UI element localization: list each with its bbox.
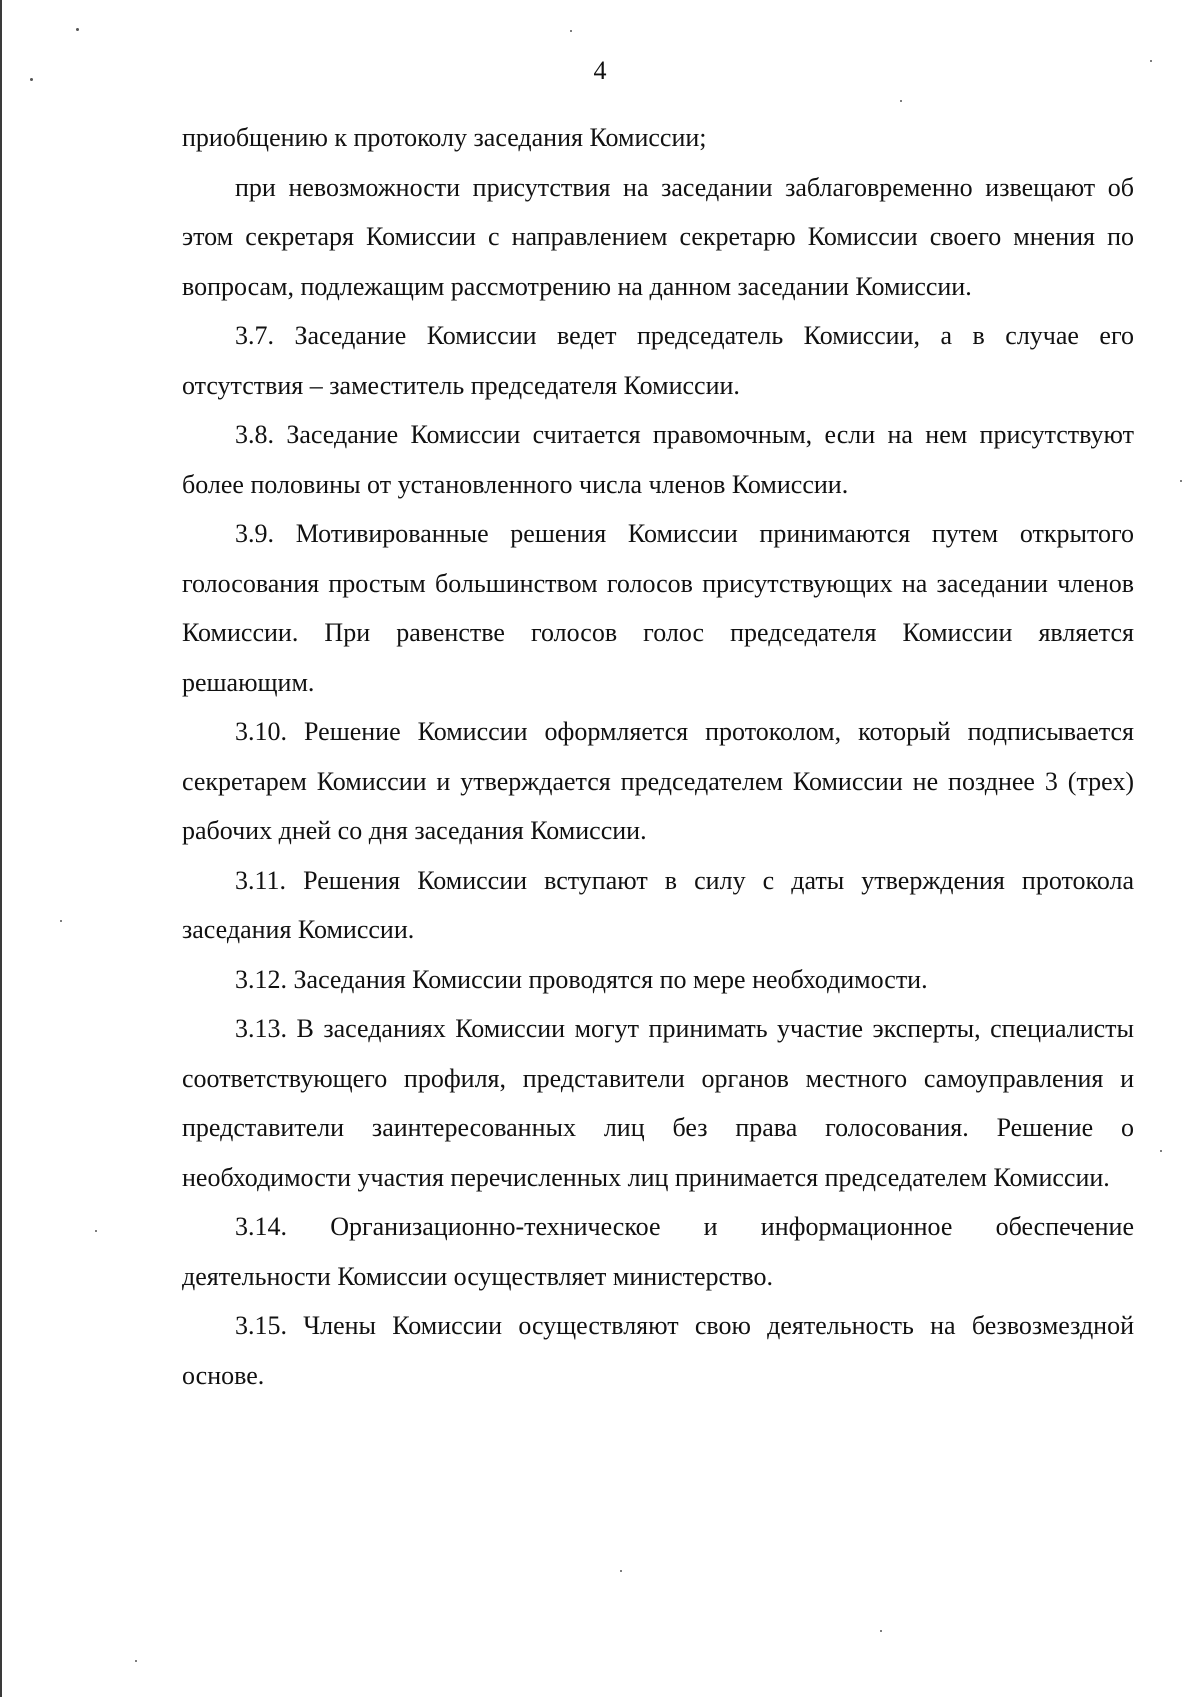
- paragraph-absence-notice: при невозможности присутствия на заседании заблаговременно извещают об этом секретаря Комиссии с направлением секретарю Комиссии своего мнения по вопросам, подлежащим рассмотрению на данном заседании Комиссии.: [182, 172, 1134, 301]
- paragraph-3-10: 3.10. Решение Комиссии оформляется протоколом, который подписывается секретарем Комиссии и утверждается председателем Комиссии не позднее 3 (трех) рабочих дней со дня заседания Комиссии.: [182, 717, 1134, 845]
- scan-speck: [1150, 60, 1152, 62]
- paragraph-3-13: 3.13. В заседаниях Комиссии могут принимать участие эксперты, специалисты соответствующего профиля, представители органов местного самоуправления и представители заинтересованных лиц без права голосования. Решение о необходимости участия перечисленных лиц принимается председателем Комиссии.: [182, 1014, 1134, 1192]
- page-edge-line: [0, 0, 2, 1697]
- scan-speck: [135, 1660, 137, 1662]
- scan-speck: [1160, 1150, 1162, 1152]
- paragraph-3-7: 3.7. Заседание Комиссии ведет председатель Комиссии, а в случае его отсутствия – заместитель председателя Комиссии.: [182, 321, 1134, 400]
- paragraph-3-11: 3.11. Решения Комиссии вступают в силу с даты утверждения протокола заседания Комиссии.: [182, 865, 1134, 944]
- scan-speck: [30, 78, 33, 81]
- scan-speck: [570, 30, 572, 32]
- scan-speck: [900, 100, 902, 102]
- paragraph-3-8: 3.8. Заседание Комиссии считается правомочным, если на нем присутствуют более половины от установленного числа членов Комиссии.: [182, 420, 1134, 499]
- paragraph-3-9: 3.9. Мотивированные решения Комиссии принимаются путем открытого голосования простым большинством голосов присутствующих на заседании членов Комиссии. При равенстве голосов голос председателя Комиссии является решающим.: [182, 519, 1134, 697]
- paragraph-3-14: 3.14. Организационно-техническое и информационное обеспечение деятельности Комиссии осуществляет министерство.: [182, 1212, 1134, 1291]
- page-number: 4: [593, 56, 607, 85]
- scan-speck: [76, 28, 79, 31]
- scan-speck: [1180, 480, 1182, 482]
- paragraph-continuation: приобщению к протоколу заседания Комиссии;: [182, 123, 707, 152]
- scan-speck: [60, 920, 62, 922]
- scan-speck: [880, 1630, 882, 1632]
- scan-speck: [95, 1230, 97, 1232]
- paragraph-3-15: 3.15. Члены Комиссии осуществляют свою деятельность на безвозмездной основе.: [182, 1311, 1134, 1390]
- body-text: [182, 113, 1134, 1400]
- scan-speck: [620, 1570, 622, 1572]
- paragraph-3-12: 3.12. Заседания Комиссии проводятся по мере необходимости.: [235, 964, 928, 994]
